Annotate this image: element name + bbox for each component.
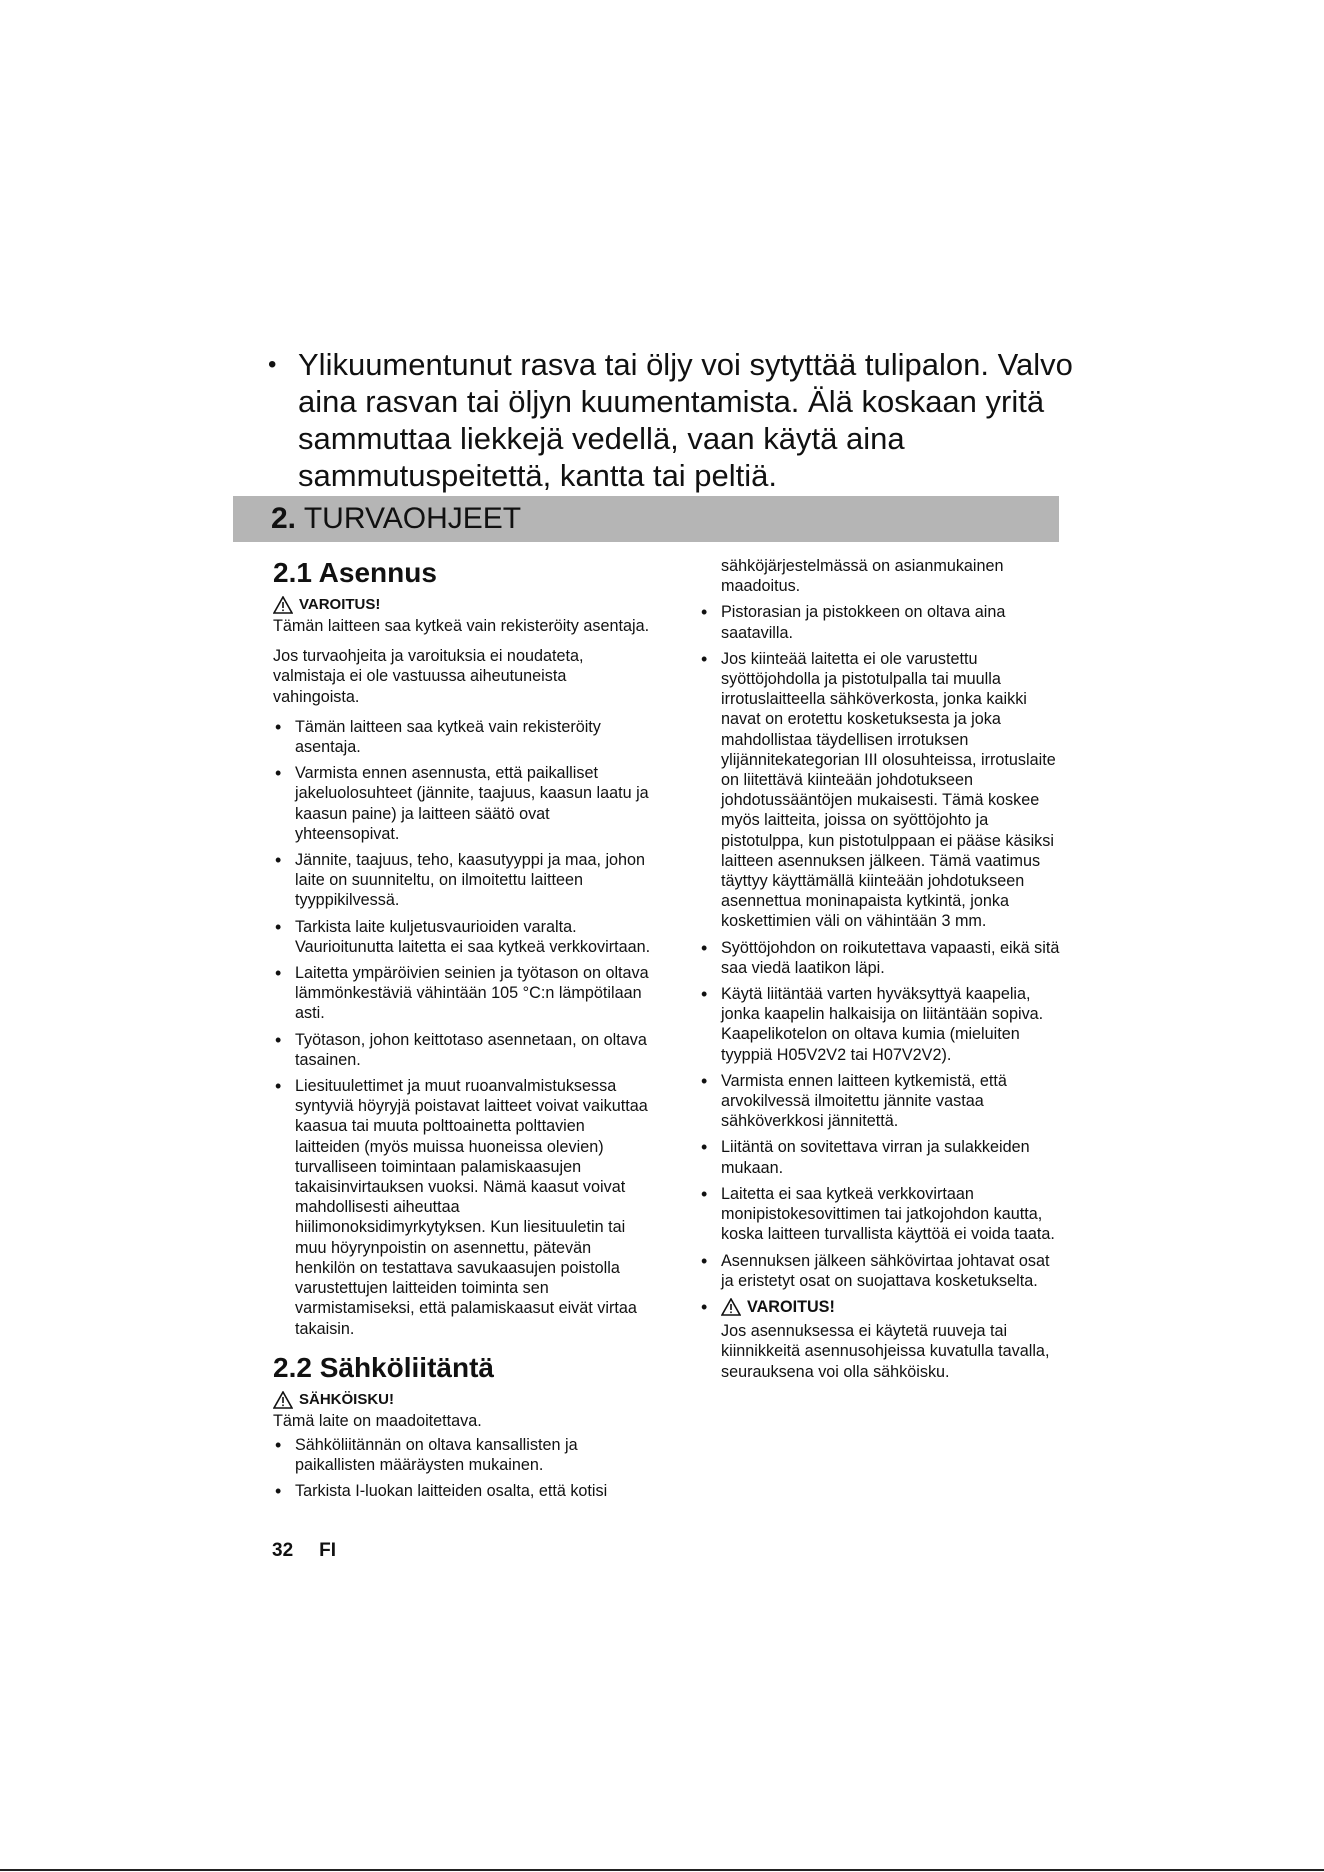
grounding-text: Tämä laite on maadoitettava. [273,1411,482,1430]
list-item: • Laitetta ei saa kytkeä verkkovirtaan monipistokesovittimen tai jatkojohdon kautta, koska laitteen turvallista käyttöä ei voida taata. [699,1184,1061,1245]
right-column [699,556,1061,1388]
section-number: 2. [271,502,297,535]
section-title-text: TURVAOHJEET [303,502,522,535]
list-item: • Pistorasian ja pistokkeen on oltava aina saatavilla. [699,602,1061,642]
page-number: 32 [272,1540,294,1561]
section-header-bar [233,496,1059,542]
install-bullet-list [273,717,651,1339]
final-warning-header [721,1297,835,1317]
warning-triangle-icon [273,1391,293,1409]
left-column [273,556,651,1508]
list-item: • Tarkista I-luokan laitteiden osalta, että kotisi [273,1481,651,1501]
list-item: • Liesituulettimet ja muut ruoanvalmistuksessa syntyviä höyryjä poistavat laitteet voivat vaikuttaa kaasua tai muuta polttoainetta polttavien laitteiden (myös muissa huoneissa olevien) turvalliseen toimintaan palamiskaasujen takaisinvirtauksen vuoksi. Nämä kaasut voivat mahdollisesti aiheuttaa hiilimonoksidimyrkytyksen. Kun liesituuletin tai muu höyrynpoistin on asennettu, pätevän henkilön on testattava savukaasujen poistolla varustettujen laitteiden toiminta sen varmistamiseksi, että palamiskaasut eivät virtaa takaisin. [273,1076,651,1339]
list-item-warning [699,1297,1061,1382]
final-warning-label: • VAROITUS! [747,1297,835,1316]
list-item: • Jännite, taajuus, teho, kaasutyyppi ja maa, johon laite on suunniteltu, on ilmoitettu laitteen tyyppikilvessä. [273,850,651,911]
warning-header [273,594,651,616]
list-item: • Työtason, johon keittotaso asennetaan, on oltava tasainen. [273,1030,651,1070]
warning-label: VAROITUS! [299,596,381,613]
list-item: • Asennuksen jälkeen sähkövirtaa johtavat osat ja eristetyt osat on suojattava kosketukselta. [699,1251,1061,1291]
list-item: • Tämän laitteen saa kytkeä vain rekisteröity asentaja. [273,717,651,757]
list-item: • Käytä liitäntää varten hyväksyttyä kaapelia, jonka kaapelin halkaisija on liitäntään sopiva. Kaapelikotelon on oltava kumia (mieluiten tyyppiä H05V2V2 tai H07V2V2). [699,984,1061,1065]
right-bullet-list [699,602,1061,1381]
warning-triangle-icon [273,596,293,614]
bottom-rule [0,1869,1324,1871]
intro-list [268,346,1088,494]
electric-shock-warning-header [273,1389,651,1411]
list-item: • Laitetta ympäröivien seinien ja työtason on oltava lämmönkestäviä vähintään 105 °C:n lämpötilaan asti. [273,963,651,1024]
intro-bullet: • Ylikuumentunut rasva tai öljy voi sytyttää tulipalon. Valvo aina rasvan tai öljyn kuumentamista. Älä koskaan yritä sammuttaa liekkejä vedellä, vaan käytä aina sammutuspeitettä, kantta tai peltiä. [268,346,1088,494]
list-item: • Jos kiinteää laitetta ei ole varustettu syöttöjohdolla ja pistotulpalla tai muulla irrotuslaitteella sähköverkosta, jonka kaikki navat on erotettu kosketuksesta ja joka mahdollistaa täydellisen irrotuksen ylijännitekategorian III olosuhteissa, irrotuslaite on liitettävä kiinteään johdotukseen johdotussääntöjen mukaisesti. Tämä koskee myös laitteita, joissa on syöttöjohto ja pistotulppa, kun pistotulppaan ei pääse käsiksi laitteen asennuksen jälkeen. Tämä vaatimus täyttyy käyttämällä kiinteään johdotukseen asennettua moninapaista kytkintä, jonka koskettimien väli on vähintään 3 mm. [699,649,1061,932]
page-footer [272,1540,336,1562]
list-item: • Liitäntä on sovitettava virran ja sulakkeiden mukaan. [699,1137,1061,1177]
heading-2-2: 2.2 Sähköliitäntä [273,1351,494,1383]
continued-text: sähköjärjestelmässä on asianmukainen maadoitus. [721,557,1004,596]
list-item: • Varmista ennen asennusta, että paikalliset jakeluolosuhteet (jännite, taajuus, kaasun laatu ja kaasun paine) ja laitteen säätö ovat yhteensopivat. [273,763,651,844]
list-item: • Varmista ennen laitteen kytkemistä, että arvokilvessä ilmoitettu jännite vastaa sähköverkkosi jännitettä. [699,1071,1061,1132]
electric-shock-label: SÄHKÖISKU! [299,1390,395,1408]
section-title [271,502,521,536]
warning-triangle-icon [721,1298,741,1316]
list-item: • Syöttöjohdon on roikutettava vapaasti, eikä sitä saa viedä laatikon läpi. [699,938,1061,978]
language-code: FI [319,1540,337,1561]
list-item: • Sähköliitännän on oltava kansallisten ja paikallisten määräysten mukainen. [273,1435,651,1475]
liability-paragraph: Jos turvaohjeita ja varoituksia ei noudateta, valmistaja ei ole vastuussa aiheutuneista vahingoista. [273,647,584,706]
heading-2-1: 2.1 Asennus [273,557,437,588]
list-item: • Tarkista laite kuljetusvaurioiden varalta. Vaurioitunutta laitetta ei saa kytkeä verkkovirtaan. [273,917,651,957]
final-warning-text: Jos asennuksessa ei käytetä ruuveja tai kiinnikkeitä asennusohjeissa kuvatulla tavalla, seurauksena voi olla sähköisku. [721,1322,1050,1381]
electrical-bullet-list [273,1435,651,1502]
warning-text: Tämän laitteen saa kytkeä vain rekisteröity asentaja. [273,617,650,635]
